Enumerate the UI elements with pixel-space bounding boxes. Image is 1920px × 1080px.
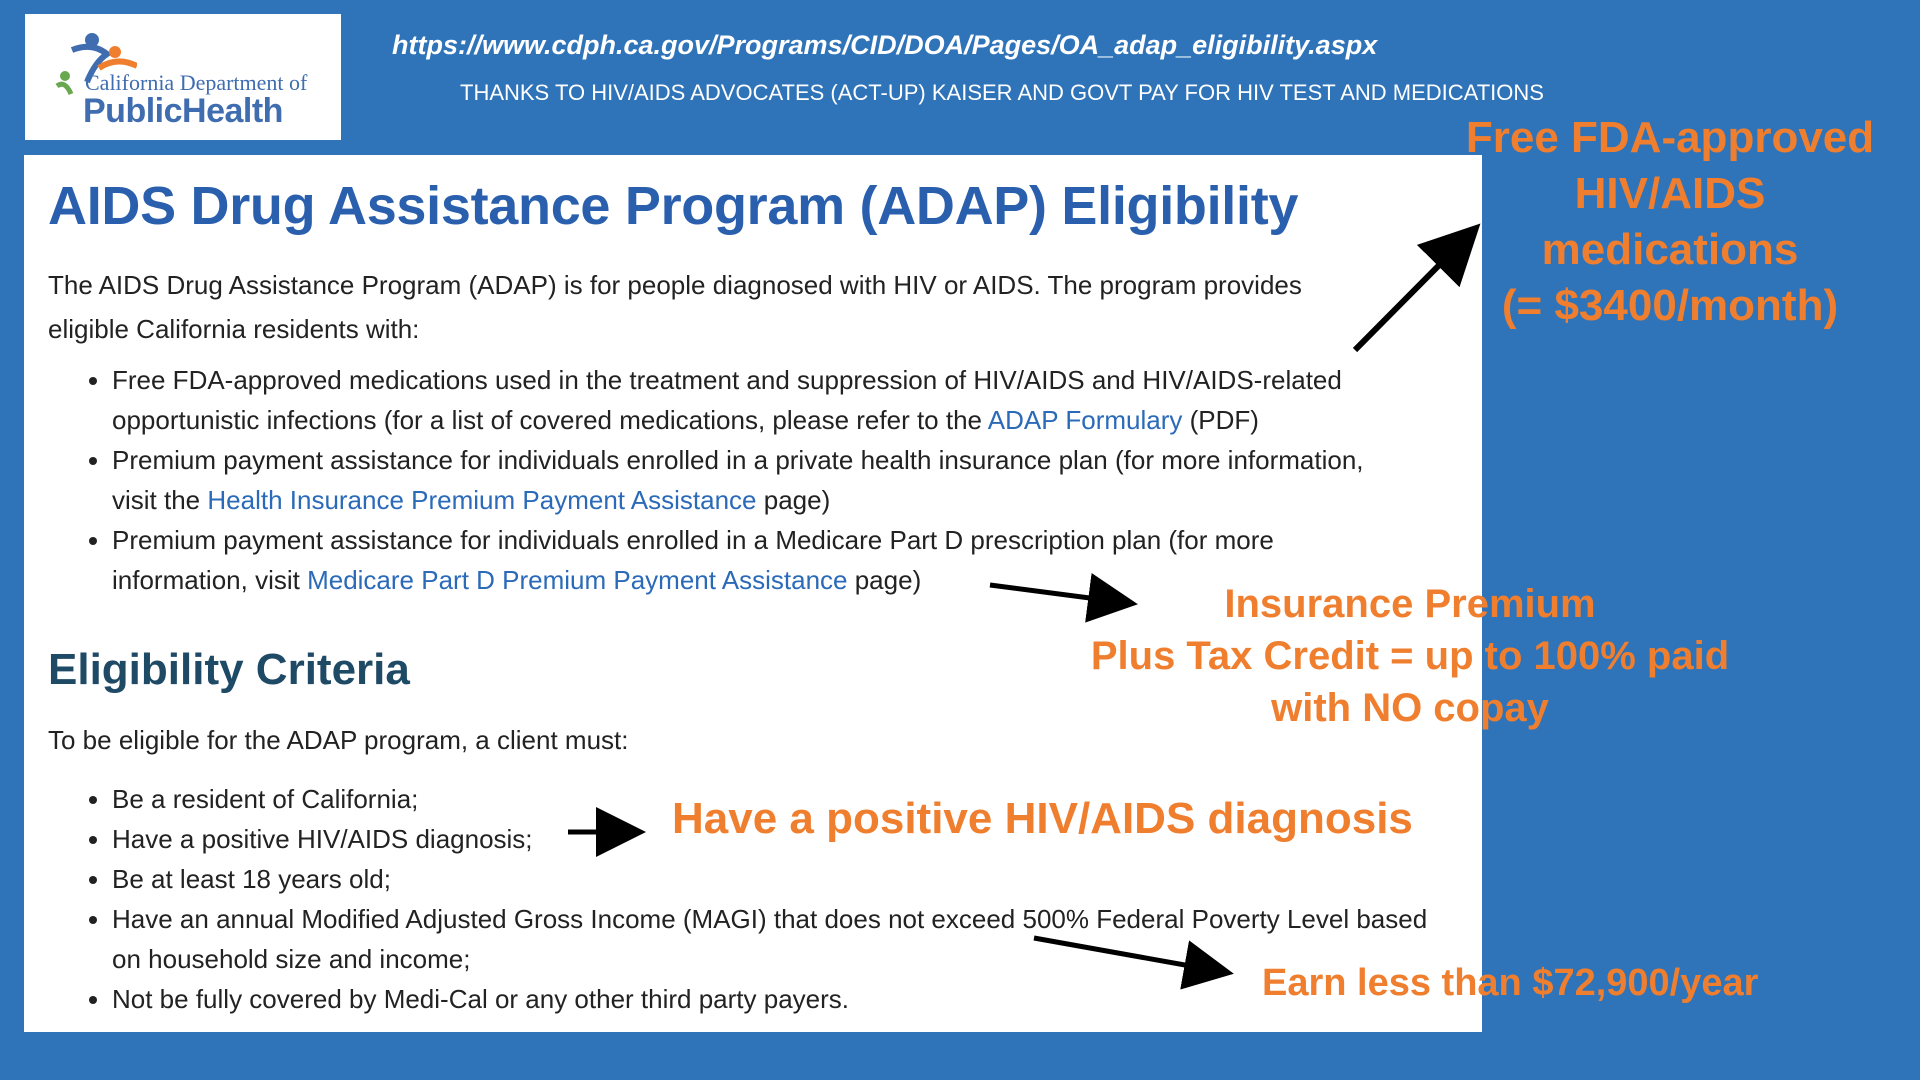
adap-formulary-link[interactable]: ADAP Formulary — [987, 405, 1183, 435]
premium-payment-assistance-link[interactable]: Health Insurance Premium Payment Assistance — [207, 485, 757, 515]
medications-callout: Free FDA-approved HIV/AIDS medications (= $3400/month) — [1465, 113, 1875, 330]
insurance-callout: Insurance Premium Plus Tax Credit = up to 100% paid with NO copay — [1090, 582, 1730, 730]
list-item: • Be a resident of California; — [112, 779, 1462, 819]
list-item: • Premium payment assistance for individuals enrolled in a Medicare Part D prescription plan (for more information, visit Medicare Part D Premium Payment Assistance page) — [112, 520, 1412, 600]
logo-department-text: California Department of — [85, 70, 308, 95]
eligibility-criteria-heading: Eligibility Criteria — [48, 645, 410, 694]
income-callout: Earn less than $72,900/year — [1262, 962, 1759, 1004]
page-title: AIDS Drug Assistance Program (ADAP) Eligibility — [48, 176, 1299, 236]
source-url: https://www.cdph.ca.gov/Programs/CID/DOA/Pages/OA_adap_eligibility.aspx — [392, 30, 1378, 60]
list-item: • Have an annual Modified Adjusted Gross Income (MAGI) that does not exceed 500% Federal Poverty Level based on household size and income; — [112, 899, 1462, 979]
thanks-caption: THANKS TO HIV/AIDS ADVOCATES (ACT-UP) KAISER AND GOVT PAY FOR HIV TEST AND MEDICATIONS — [460, 80, 1544, 105]
intro-paragraph: The AIDS Drug Assistance Program (ADAP) is for people diagnosed with HIV or AIDS. The program provides eligible California residents with: — [48, 270, 1302, 344]
list-item: • Free FDA-approved medications used in the treatment and suppression of HIV/AIDS and HIV/AIDS-related opportunistic infections (for a list of covered medications, please refer to the ADAP Formulary (PDF) — [112, 360, 1412, 440]
logo-publichealth-text: PublicHealth — [83, 92, 283, 130]
list-item: • Not be fully covered by Medi-Cal or any other third party payers. — [112, 979, 1462, 1019]
diagnosis-callout: Have a positive HIV/AIDS diagnosis — [672, 794, 1413, 843]
criteria-lead-text: To be eligible for the ADAP program, a client must: — [48, 725, 629, 755]
medicare-part-d-link[interactable]: Medicare Part D Premium Payment Assistance — [307, 565, 848, 595]
arrow-to-income — [1034, 938, 1224, 972]
list-item: • Premium payment assistance for individuals enrolled in a private health insurance plan (for more information, visit the Health Insurance Premium Payment Assistance page) — [112, 440, 1412, 520]
list-item: • Have a positive HIV/AIDS diagnosis; — [112, 819, 1462, 859]
list-item: • Be at least 18 years old; — [112, 859, 1462, 899]
